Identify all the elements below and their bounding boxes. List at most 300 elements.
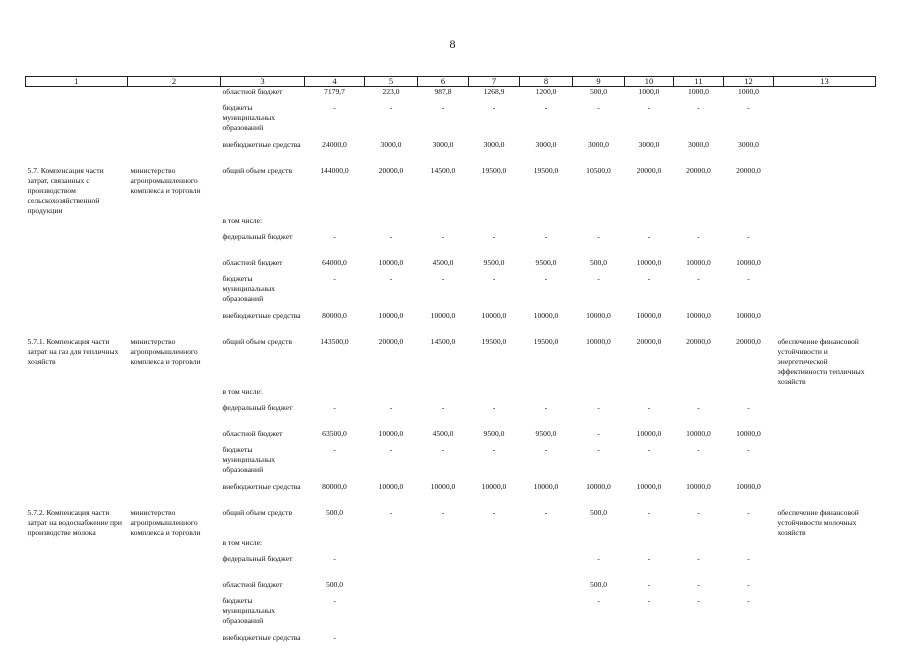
value-cell: 10000,0 [533,310,559,320]
funding-source-cell: областной бюджет [222,428,283,438]
value-cell: 14500,0 [430,336,456,346]
measure-cell [26,216,128,232]
measure-cell [26,445,128,482]
result-cell [774,403,876,429]
value-cell: - [544,444,548,454]
value-cell: - [747,595,750,605]
program-table [25,76,876,659]
value-cell: 9500,0 [483,257,505,267]
value-cell: 1000,0 [688,87,709,96]
table-row [26,258,876,274]
value-cell: - [441,102,445,112]
table-row [26,429,876,445]
table-row [26,216,876,232]
result-cell: обеспечение финансовой устойчивости и энергетической эффективности тепличных хозяйств [777,336,865,386]
value-cell: 500,0 [325,507,344,517]
table-row [26,403,876,429]
value-cell: 3000,0 [688,139,709,149]
value-cell [520,580,573,596]
column-header-3: 3 [221,77,305,87]
value-cell [365,554,418,580]
value-cell [625,216,674,232]
funding-source-cell: общий объем средств [222,507,293,517]
value-cell [724,216,774,232]
value-cell: - [441,231,445,241]
value-cell: 20000,0 [378,336,404,346]
value-cell: 10000,0 [586,310,611,320]
value-cell [520,554,573,580]
funding-source-cell: внебюджетные средства [222,310,301,320]
measure-cell [26,103,128,140]
value-cell [418,554,469,580]
result-cell [774,103,876,140]
result-cell [774,387,876,403]
value-cell [520,538,573,554]
result-cell [774,216,876,232]
column-header-4: 4 [305,77,365,87]
executor-cell [128,274,221,311]
value-cell: - [389,444,393,454]
value-cell: 63500,0 [322,428,347,438]
value-cell: - [492,402,496,412]
funding-source-cell: областной бюджет [222,87,283,96]
value-cell: 500,0 [589,257,608,267]
result-cell: обеспечение финансовой устойчивости молочных хозяйств [777,507,859,537]
value-cell [365,580,418,596]
value-cell: 500,0 [589,507,608,517]
result-cell [774,87,876,103]
value-cell: 80000,0 [322,310,347,320]
value-cell: - [597,428,600,438]
value-cell: - [697,231,700,241]
measure-cell [26,87,128,103]
value-cell: - [597,553,600,563]
result-cell [774,596,876,633]
value-cell: - [597,273,600,283]
value-cell: - [389,102,393,112]
value-cell [469,538,520,554]
value-cell: - [647,273,651,283]
executor-cell [128,216,221,232]
value-cell [418,387,469,403]
table-header [26,77,876,87]
value-cell: 19500,0 [533,336,559,346]
value-cell: - [544,273,548,283]
value-cell [625,387,674,403]
value-cell: - [647,595,651,605]
program-table-container [25,76,875,659]
value-cell: 10000,0 [736,257,761,267]
value-cell: 20000,0 [686,336,711,346]
value-cell: 3000,0 [483,139,505,149]
measure-cell [26,232,128,258]
page-number: 8 [449,37,456,51]
value-cell: - [544,102,548,112]
value-cell: - [597,444,600,454]
value-cell: 64000,0 [322,257,347,267]
value-cell: - [441,507,445,517]
result-cell [774,140,876,166]
executor-cell: министерство агропромышленного комплекса и торговли [130,507,201,537]
value-cell: - [544,231,548,241]
table-row [26,140,876,166]
value-cell: 10000,0 [430,310,456,320]
table-body [26,87,876,659]
value-cell [469,596,520,633]
value-cell [365,387,418,403]
result-cell [774,633,876,659]
funding-source-cell: внебюджетные средства [222,481,301,491]
executor-cell [128,445,221,482]
result-cell [774,166,876,216]
table-row [26,633,876,659]
measure-cell [26,538,128,554]
table-row [26,538,876,554]
value-cell: 14500,0 [430,165,456,175]
value-cell [674,216,724,232]
table-row [26,337,876,387]
value-cell [365,216,418,232]
executor-cell [128,554,221,580]
value-cell [674,387,724,403]
value-cell: 4500,0 [432,257,454,267]
table-row [26,580,876,596]
measure-cell [26,429,128,445]
value-cell: - [747,507,750,517]
executor-cell [128,580,221,596]
value-cell [469,387,520,403]
value-cell [365,596,418,633]
value-cell [520,633,573,659]
value-cell: 10000,0 [686,257,711,267]
table-row [26,232,876,258]
funding-source-cell: бюджеты муниципальных образований [222,595,276,625]
value-cell [418,596,469,633]
value-cell: - [333,402,336,412]
result-cell [774,258,876,274]
funding-source-cell: федеральный бюджет [222,231,293,241]
value-cell: 10000,0 [378,310,404,320]
value-cell: 10000,0 [378,481,404,491]
value-cell: - [389,231,393,241]
value-cell [724,387,774,403]
value-cell: - [389,402,393,412]
value-cell: - [647,102,651,112]
value-cell: - [697,444,700,454]
measure-cell [26,387,128,403]
table-row [26,311,876,337]
value-cell: 20000,0 [378,165,404,175]
measure-cell [26,274,128,311]
executor-cell [128,538,221,554]
value-cell [520,216,573,232]
value-cell: - [441,402,445,412]
value-cell: 223,0 [382,87,400,96]
column-header-7: 7 [469,77,520,87]
value-cell: 19500,0 [481,165,507,175]
value-cell: 24000,0 [322,139,347,149]
value-cell: - [747,402,750,412]
value-cell: 500,0 [589,579,608,589]
value-cell [573,216,625,232]
executor-cell [128,482,221,508]
value-cell: 9500,0 [535,428,557,438]
value-cell: - [647,444,651,454]
measure-cell [26,140,128,166]
value-cell [520,596,573,633]
measure-cell [26,482,128,508]
funding-source-cell: областной бюджет [222,257,283,267]
value-cell: - [697,273,700,283]
value-cell: 10000,0 [736,310,761,320]
column-header-8: 8 [520,77,573,87]
value-cell: - [697,595,700,605]
value-cell [418,216,469,232]
column-header-5: 5 [365,77,418,87]
value-cell: - [597,595,600,605]
result-cell [774,311,876,337]
funding-source-cell: областной бюджет [222,579,283,589]
value-cell: 20000,0 [636,336,662,346]
value-cell: - [697,579,700,589]
value-cell: 10000,0 [586,481,611,491]
value-cell: 1200,0 [535,87,557,96]
value-cell: 20000,0 [736,336,761,346]
measure-cell [26,403,128,429]
funding-source-cell: бюджеты муниципальных образований [222,444,276,474]
executor-cell [128,429,221,445]
value-cell [573,633,625,659]
funding-source-cell: внебюджетные средства [222,632,301,642]
value-cell: 80000,0 [322,481,347,491]
table-row [26,103,876,140]
value-cell: - [492,231,496,241]
value-cell [469,554,520,580]
table-row [26,166,876,216]
value-cell: 4500,0 [432,428,454,438]
value-cell [305,538,365,554]
result-cell [774,429,876,445]
value-cell: - [747,579,750,589]
value-cell: 10000,0 [686,310,711,320]
value-cell [365,633,418,659]
table-row [26,596,876,633]
value-cell: - [441,444,445,454]
table-row [26,508,876,538]
value-cell: 3000,0 [380,139,402,149]
value-cell: 7179,7 [324,87,345,96]
header-row [26,77,876,87]
value-cell: - [597,102,600,112]
value-cell: - [747,553,750,563]
value-cell: 3000,0 [588,139,609,149]
value-cell: 143500,0 [320,336,349,346]
value-cell: - [697,553,700,563]
table-row [26,554,876,580]
executor-cell [128,258,221,274]
value-cell: 10000,0 [686,481,711,491]
value-cell [724,633,774,659]
value-cell: - [333,444,336,454]
column-header-1: 1 [26,77,128,87]
column-header-6: 6 [418,77,469,87]
value-cell: 19500,0 [533,165,559,175]
value-cell: - [647,507,651,517]
value-cell: 9500,0 [535,257,557,267]
value-cell: - [492,507,496,517]
value-cell [674,633,724,659]
value-cell: - [747,102,750,112]
value-cell: 1000,0 [638,87,660,96]
value-cell [469,216,520,232]
value-cell: 1268,9 [483,87,505,96]
measure-cell [26,580,128,596]
measure-cell [26,633,128,659]
value-cell: - [747,444,750,454]
value-cell [625,633,674,659]
measure-cell [26,596,128,633]
value-cell: 144000,0 [320,165,349,175]
value-cell: - [647,579,651,589]
table-row [26,274,876,311]
value-cell: 10000,0 [481,481,507,491]
value-cell: - [544,402,548,412]
funding-source-cell: бюджеты муниципальных образований [222,273,276,303]
value-cell: - [544,507,548,517]
executor-cell [128,311,221,337]
value-cell [305,387,365,403]
value-cell: - [333,595,336,605]
value-cell: - [441,273,445,283]
value-cell: 3000,0 [535,139,557,149]
value-cell [625,538,674,554]
value-cell: 10000,0 [378,257,404,267]
value-cell: 19500,0 [481,336,507,346]
funding-source-cell: федеральный бюджет [222,402,293,412]
table-row [26,87,876,103]
column-header-2: 2 [128,77,221,87]
executor-cell: министерство агропромышленного комплекса и торговли [130,336,201,366]
value-cell: 10000,0 [636,481,662,491]
value-cell: - [333,273,336,283]
measure-cell [26,554,128,580]
value-cell: 1000,0 [738,87,759,96]
value-cell: - [647,553,651,563]
result-cell [774,232,876,258]
value-cell: 987,8 [434,87,452,96]
value-cell: - [697,507,700,517]
measure-cell [26,258,128,274]
value-cell: 10000,0 [636,310,662,320]
funding-source-cell: внебюджетные средства [222,139,301,149]
value-cell: - [333,553,336,563]
value-cell [418,538,469,554]
value-cell: - [333,102,336,112]
value-cell [573,387,625,403]
value-cell [418,580,469,596]
value-cell: 10000,0 [378,428,404,438]
value-cell: 10000,0 [686,428,711,438]
value-cell: - [492,444,496,454]
executor-cell [128,387,221,403]
result-cell [774,538,876,554]
column-header-10: 10 [625,77,674,87]
value-cell: 20000,0 [636,165,662,175]
value-cell: - [492,273,496,283]
result-cell [774,445,876,482]
result-cell [774,274,876,311]
funding-source-cell: общий объем средств [222,336,293,346]
funding-source-cell: бюджеты муниципальных образований [222,102,276,132]
measure-cell: 5.7. Компенсация части затрат, связанных с производством сельскохозяйственной продукции [27,165,104,215]
value-cell [520,387,573,403]
value-cell: 3000,0 [738,139,759,149]
value-cell [305,216,365,232]
executor-cell [128,596,221,633]
measure-cell: 5.7.1. Компенсация части затрат на газ для тепличных хозяйств [27,336,119,366]
value-cell [469,580,520,596]
column-header-12: 12 [724,77,774,87]
measure-cell: 5.7.2. Компенсация части затрат на водоснабжение при производстве молока [27,507,122,537]
value-cell: - [697,402,700,412]
value-cell: 10000,0 [736,428,761,438]
value-cell: 20000,0 [736,165,761,175]
executor-cell [128,103,221,140]
funding-source-cell: федеральный бюджет [222,553,293,563]
value-cell: - [492,102,496,112]
value-cell: - [647,402,651,412]
executor-cell [128,140,221,166]
funding-source-cell: в том числе: [222,215,263,225]
result-cell [774,580,876,596]
table-row [26,445,876,482]
value-cell: 10000,0 [533,481,559,491]
value-cell: - [333,632,336,642]
value-cell: 10500,0 [586,165,611,175]
value-cell: 500,0 [325,579,344,589]
table-row [26,387,876,403]
value-cell: 10000,0 [736,481,761,491]
column-header-11: 11 [674,77,724,87]
value-cell: - [333,231,336,241]
executor-cell: министерство агропромышленного комплекса и торговли [130,165,201,195]
value-cell: - [389,507,393,517]
funding-source-cell: общий объем средств [222,165,293,175]
executor-cell [128,87,221,103]
executor-cell [128,633,221,659]
value-cell [674,538,724,554]
value-cell [573,538,625,554]
value-cell: 3000,0 [432,139,454,149]
column-header-9: 9 [573,77,625,87]
executor-cell [128,232,221,258]
value-cell [469,633,520,659]
value-cell [365,538,418,554]
column-header-13: 13 [774,77,876,87]
table-row [26,482,876,508]
value-cell [724,538,774,554]
measure-cell [26,311,128,337]
value-cell: 10000,0 [636,257,662,267]
value-cell: 9500,0 [483,428,505,438]
value-cell: 10000,0 [481,310,507,320]
value-cell: - [597,402,600,412]
value-cell: - [647,231,651,241]
funding-source-cell: в том числе: [222,537,263,547]
value-cell: - [747,231,750,241]
value-cell: 10000,0 [586,336,611,346]
value-cell: 20000,0 [686,165,711,175]
